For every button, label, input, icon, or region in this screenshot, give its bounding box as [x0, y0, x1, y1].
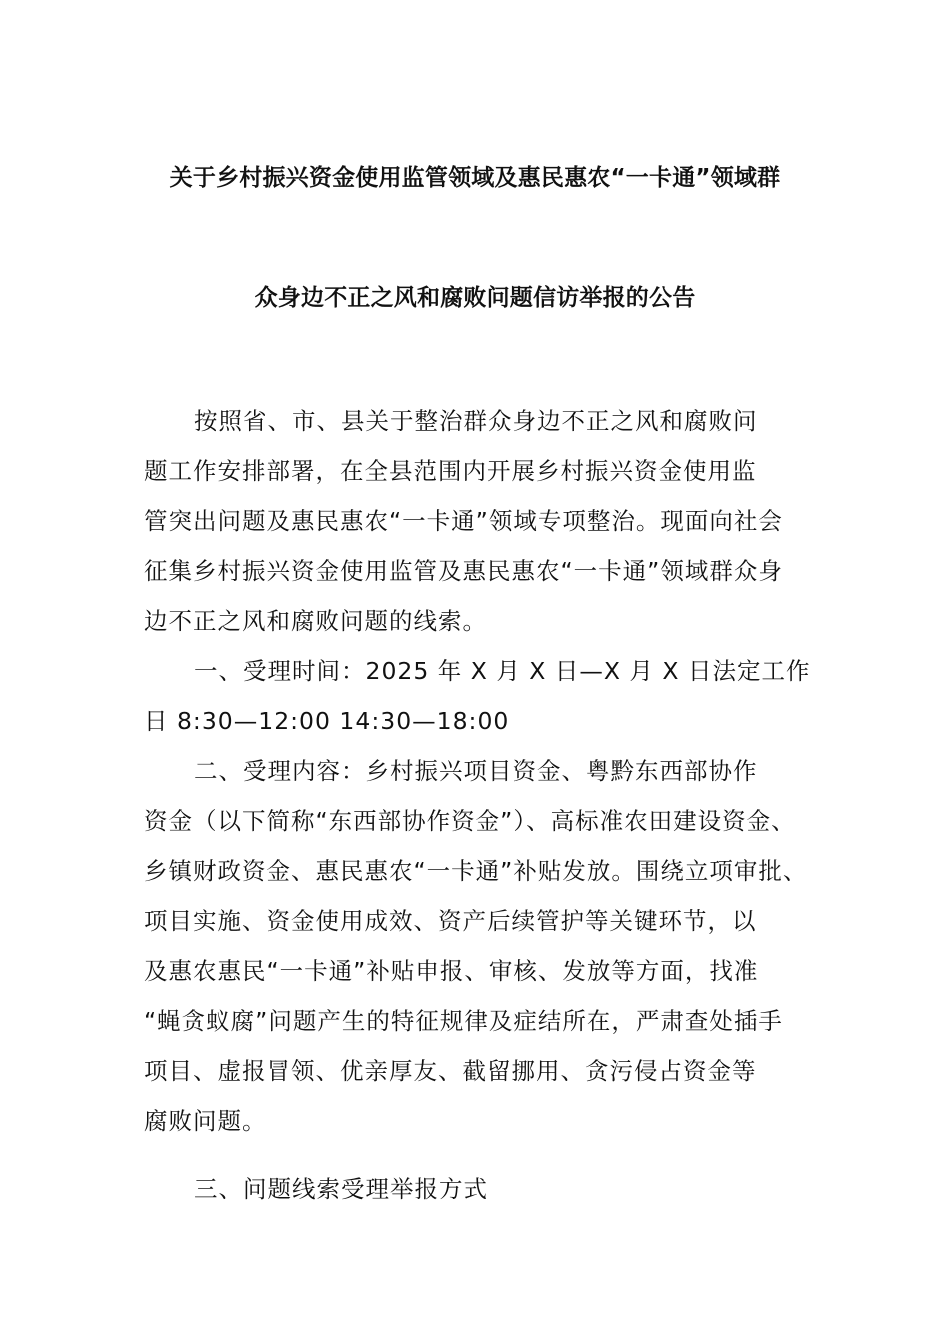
body-line: 项目、虚报冒领、优亲厚友、截留挪用、贪污侵占资金等: [144, 1057, 757, 1085]
body-line: 边不正之风和腐败问题的线索。: [144, 607, 487, 635]
body-line: 资金（以下简称“东西部协作资金”）、高标准农田建设资金、: [144, 807, 796, 835]
section-heading-content: 二、受理内容：乡村振兴项目资金、粤黔东西部协作: [194, 757, 758, 785]
body-line: “蝇贪蚁腐”问题产生的特征规律及症结所在，严肃查处插手: [144, 1007, 783, 1035]
body-line: 按照省、市、县关于整治群众身边不正之风和腐败问: [194, 407, 758, 435]
section-heading-report-methods: 三、问题线索受理举报方式: [194, 1175, 488, 1203]
body-line: 管突出问题及惠民惠农“一卡通”领域专项整治。现面向社会: [144, 507, 783, 535]
body-line: 征集乡村振兴资金使用监管及惠民惠农“一卡通”领域群众身: [144, 557, 783, 585]
body-line: 项目实施、资金使用成效、资产后续管护等关键环节，以: [144, 907, 757, 935]
body-line: 日 8:30—12:00 14:30—18:00: [144, 707, 510, 735]
body-line: 及惠农惠民“一卡通”补贴申报、审核、发放等方面，找准: [144, 957, 759, 985]
document-title-line-2: 众身边不正之风和腐败问题信访举报的公告: [254, 285, 696, 311]
document-body: [144, 396, 828, 1214]
section-heading-time: 一、受理时间：2025 年 X 月 X 日—X 月 X 日法定工作: [194, 657, 811, 685]
body-line: 乡镇财政资金、惠民惠农“一卡通”补贴发放。围绕立项审批、: [144, 857, 808, 885]
document-title-line-1: 关于乡村振兴资金使用监管领域及惠民惠农“一卡通”领域群: [169, 165, 781, 191]
body-line: 腐败问题。: [144, 1107, 267, 1135]
body-line: 题工作安排部署，在全县范围内开展乡村振兴资金使用监: [144, 457, 757, 485]
